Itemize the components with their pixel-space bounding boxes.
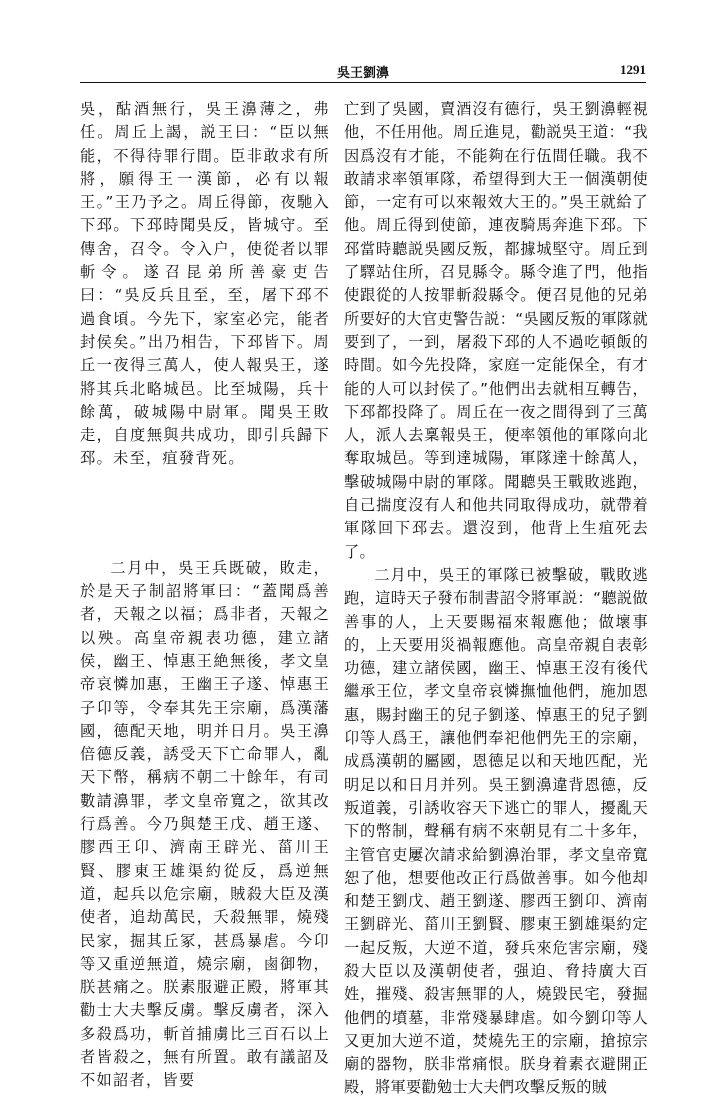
classical-paragraph-2: 二月中，吳王兵既破，敗走，於是天子制詔將軍曰：“蓋聞爲善者，天報之以福；爲非者，天報之以殃。高皇帝親表功德，建立諸侯，幽王、悼惠王絶無後，孝文皇帝哀憐加惠，王幽王子遂、悼惠王子卬等，令奉其先王宗廟，爲漢藩國，德配天地，明并日月。吳王濞倍德反義，誘受天下亡命罪人，亂天下幣，稱病不朝二十餘年，有司數請濞罪，孝文皇帝寬之，欲其改行爲善。今乃與楚王戊、趙王遂、膠西王卬、濟南王辟光、菑川王賢、膠東王雄渠約從反，爲逆無道，起兵以危宗廟，賊殺大臣及漢使者，追劫萬民，夭殺無罪，燒殘民家，掘其丘冢，甚爲暴虐。今卬等又重逆無道，燒宗廟，鹵御物，朕甚痛之。朕素服避正殿，將軍其勸士大夫擊反虜。擊反虜者，深入多殺爲功，斬首捕虜比三百石以上者皆殺之，無有所置。敢有議詔及不如詔者，皆要 <box>80 558 330 1090</box>
page-number: 1291 <box>620 62 646 77</box>
running-title: 吳王劉濞 <box>336 66 389 81</box>
translation-paragraph-2: 二月中，吳王的軍隊已被擊破，戰敗逃跑，這時天子發布制書詔令將軍説：“聽説做善事的人，上天要賜福來報應他；做壞事的，上天要用災禍報應他。高皇帝親自表彰功德，建立諸侯國，幽王、悼惠王沒有後代繼承王位，孝文皇帝哀憐撫恤他們，施加恩惠，賜封幽王的兒子劉遂、悼惠王的兒子劉卬等人爲王，讓他們奉祀他們先王的宗廟，成爲漢朝的屬國，恩德足以和天地匹配，光明足以和日月并列。吳王劉濞違背恩德，反叛道義，引誘收容天下逃亡的罪人，擾亂天下的幣制，聲稱有病不來朝見有二十多年，主管官吏屢次請求給劉濞治罪，孝文皇帝寬恕了他，想要他改正行爲做善事。如今他却和楚王劉戊、趙王劉遂、膠西王劉卬、濟南王劉辟光、菑川王劉賢、膠東王劉雄渠約定一起反叛，大逆不道，發兵來危害宗廟，殘殺大臣以及漢朝使者，强迫、脅持廣大百姓，摧殘、殺害無罪的人，燒毀民宅，發掘他們的墳墓，非常殘暴肆虐。如今劉卬等人又更加大逆不道，焚燒先王的宗廟，搶掠宗廟的器物，朕非常痛恨。朕身着素衣避開正殿，將軍要勸勉士大夫們攻擊反叛的賊 <box>344 565 648 1097</box>
classical-text-column <box>80 98 330 1093</box>
page-header <box>80 60 646 80</box>
paragraph-spacer <box>80 471 330 557</box>
classical-paragraph-1: 吳，酤酒無行，吳王濞薄之，弗任。周丘上謁，説王曰：“臣以無能，不得待罪行間。臣非敢求有所將，願得王一漢節，必有以報王。”王乃予之。周丘得節，夜馳入下邳。下邳時聞吳反，皆城守。至傳舍，召令。令入户，使從者以罪斬令。遂召昆弟所善豪吏告曰：“吳反兵且至，至，屠下邳不過食頃。今先下，家室必完，能者封侯矣。”出乃相告，下邳皆下。周丘一夜得三萬人，使人報吳王，遂將其兵北略城邑。比至城陽，兵十餘萬，破城陽中尉軍。聞吳王敗走，自度無與共成功，即引兵歸下邳。未至，疽發背死。 <box>80 100 330 468</box>
translation-paragraph-1: 亡到了吳國，賣酒沒有德行，吳王劉濞輕視他，不任用他。周丘進見，勸説吳王道：“我因爲沒有才能，不能夠在行伍間任職。我不敢請求率領軍隊，希望得到大王一個漢朝使節，一定有可以來報效大王的。”吳王就給了他。周丘得到使節，連夜騎馬奔進下邳。下邳當時聽説吳國反叛，都據城堅守。周丘到了驛站住所，召見縣令。縣令進了門，他指使跟從的人按罪斬殺縣令。便召見他的兄弟所要好的大官吏警告説：“吳國反叛的軍隊就要到了，一到，屠殺下邳的人不過吃頓飯的時間。如今先投降，家庭一定能保全，有才能的人可以封侯了。”他們出去就相互轉告，下邳都投降了。周丘在一夜之間得到了三萬人，派人去稟報吳王，便率領他的軍隊向北奪取城邑。等到達城陽，軍隊達十餘萬人，擊破城陽中尉的軍隊。聞聽吳王戰敗逃跑，自己揣度沒有人和他共同取得成功，就帶着軍隊回下邳去。還沒到，他背上生疽死去了。 <box>344 100 648 561</box>
header-rule <box>80 82 646 83</box>
modern-translation-column <box>344 98 648 1100</box>
